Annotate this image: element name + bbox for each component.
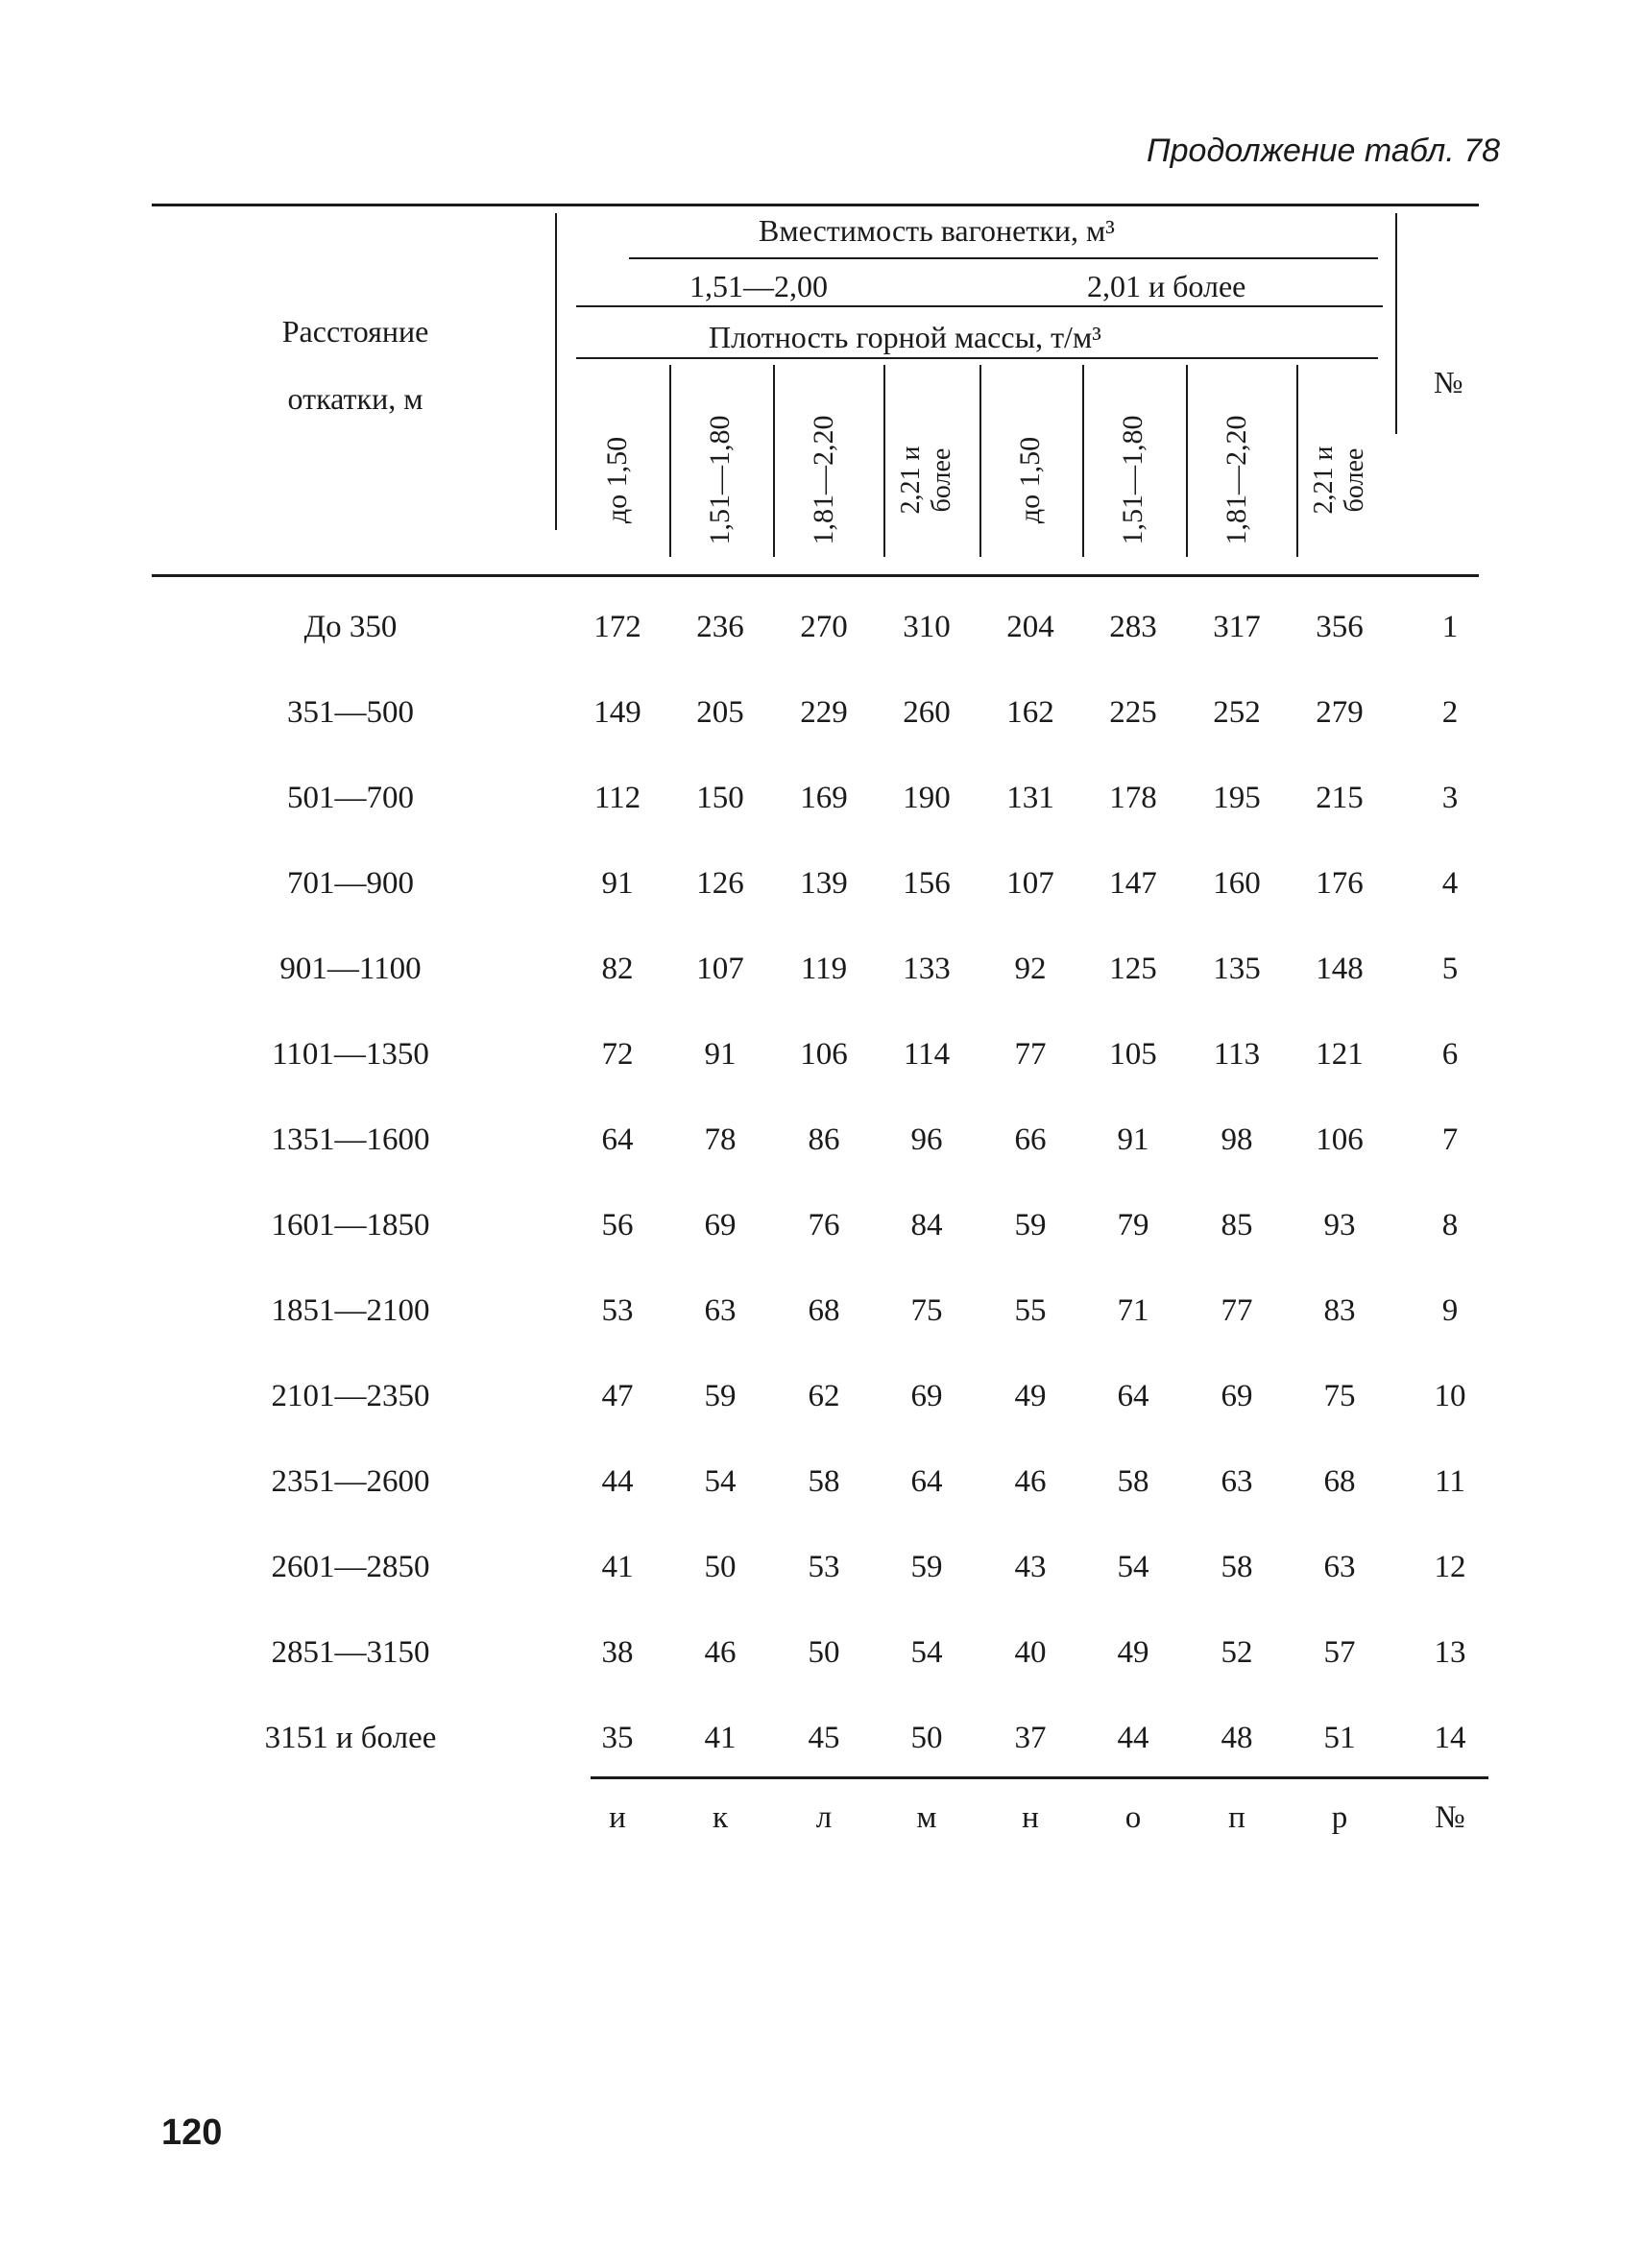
value-cell: 160 bbox=[1213, 866, 1261, 901]
column-header: 2,21 и более bbox=[896, 446, 956, 515]
column-divider bbox=[669, 365, 671, 557]
value-cell: 156 bbox=[903, 866, 951, 901]
value-cell: 92 bbox=[1014, 952, 1047, 986]
value-cell: 148 bbox=[1316, 952, 1364, 986]
value-cell: 121 bbox=[1316, 1037, 1364, 1072]
value-cell: 150 bbox=[696, 781, 744, 815]
value-cell: 64 bbox=[601, 1122, 634, 1157]
value-cell: 69 bbox=[704, 1208, 737, 1243]
distance-cell: 2351—2600 bbox=[271, 1464, 430, 1499]
value-cell: 68 bbox=[1323, 1464, 1356, 1499]
column-header: 1,81—2,20 bbox=[1221, 415, 1252, 545]
column-divider bbox=[883, 365, 885, 557]
row-number-cell: 2 bbox=[1441, 695, 1459, 730]
distance-cell: 701—900 bbox=[287, 866, 414, 901]
value-cell: 91 bbox=[704, 1037, 737, 1072]
value-cell: 107 bbox=[696, 952, 744, 986]
value-cell: 50 bbox=[704, 1550, 737, 1584]
row-number-cell: 11 bbox=[1435, 1464, 1465, 1499]
value-cell: 126 bbox=[696, 866, 744, 901]
column-header: до 1,50 bbox=[1014, 436, 1046, 524]
value-cell: 279 bbox=[1316, 695, 1364, 730]
value-cell: 270 bbox=[800, 610, 848, 644]
value-cell: 75 bbox=[1323, 1379, 1356, 1413]
table-caption: Продолжение табл. 78 bbox=[1147, 133, 1500, 169]
value-cell: 106 bbox=[800, 1037, 848, 1072]
value-cell: 55 bbox=[1014, 1293, 1047, 1328]
value-cell: 48 bbox=[1221, 1721, 1253, 1755]
density-header: Плотность горной массы, т/м³ bbox=[709, 320, 1101, 354]
value-cell: 76 bbox=[808, 1208, 840, 1243]
value-cell: 64 bbox=[910, 1464, 943, 1499]
number-header: № bbox=[1434, 365, 1463, 399]
value-cell: 46 bbox=[1014, 1464, 1047, 1499]
distance-cell: 901—1100 bbox=[279, 952, 422, 986]
value-cell: 178 bbox=[1109, 781, 1157, 815]
value-cell: 49 bbox=[1117, 1635, 1149, 1670]
value-cell: 229 bbox=[800, 695, 848, 730]
row-number-cell: 13 bbox=[1434, 1635, 1466, 1670]
value-cell: 77 bbox=[1014, 1037, 1047, 1072]
capacity-rule bbox=[629, 257, 1378, 259]
value-cell: 63 bbox=[704, 1293, 737, 1328]
page-number: 120 bbox=[161, 2112, 223, 2153]
distance-cell: 1351—1600 bbox=[271, 1122, 430, 1157]
value-cell: 46 bbox=[704, 1635, 737, 1670]
column-letter: н bbox=[1022, 1800, 1039, 1835]
distance-cell: 2601—2850 bbox=[271, 1550, 430, 1584]
value-cell: 50 bbox=[808, 1635, 840, 1670]
column-divider bbox=[1186, 365, 1188, 557]
value-cell: 54 bbox=[910, 1635, 943, 1670]
value-cell: 131 bbox=[1006, 781, 1054, 815]
value-cell: 93 bbox=[1323, 1208, 1356, 1243]
value-cell: 252 bbox=[1213, 695, 1261, 730]
value-cell: 69 bbox=[910, 1379, 943, 1413]
group1-header: 1,51—2,00 bbox=[689, 269, 828, 303]
value-cell: 63 bbox=[1221, 1464, 1253, 1499]
row-number-cell: 10 bbox=[1434, 1379, 1466, 1413]
value-cell: 225 bbox=[1109, 695, 1157, 730]
column-header: 2,21 и более bbox=[1309, 446, 1369, 515]
value-cell: 56 bbox=[601, 1208, 634, 1243]
column-divider bbox=[773, 365, 775, 557]
value-cell: 169 bbox=[800, 781, 848, 815]
column-letter: к bbox=[712, 1800, 729, 1835]
value-cell: 35 bbox=[601, 1721, 634, 1755]
value-cell: 41 bbox=[601, 1550, 634, 1584]
row-number-cell: 6 bbox=[1441, 1037, 1459, 1072]
row-number-cell: 7 bbox=[1441, 1122, 1459, 1157]
value-cell: 125 bbox=[1109, 952, 1157, 986]
value-cell: 114 bbox=[903, 1037, 951, 1072]
value-cell: 57 bbox=[1323, 1635, 1356, 1670]
value-cell: 53 bbox=[808, 1550, 840, 1584]
column-letter: р bbox=[1331, 1800, 1348, 1835]
value-cell: 41 bbox=[704, 1721, 737, 1755]
value-cell: 139 bbox=[800, 866, 848, 901]
distance-cell: 2101—2350 bbox=[271, 1379, 430, 1413]
value-cell: 63 bbox=[1323, 1550, 1356, 1584]
value-cell: 107 bbox=[1006, 866, 1054, 901]
header-bottom-rule bbox=[152, 574, 1479, 577]
column-header: до 1,50 bbox=[601, 436, 633, 524]
value-cell: 71 bbox=[1117, 1293, 1149, 1328]
value-cell: 54 bbox=[1117, 1550, 1149, 1584]
value-cell: 59 bbox=[704, 1379, 737, 1413]
value-cell: 75 bbox=[910, 1293, 943, 1328]
value-cell: 58 bbox=[1221, 1550, 1253, 1584]
value-cell: 91 bbox=[601, 866, 634, 901]
value-cell: 78 bbox=[704, 1122, 737, 1157]
value-cell: 64 bbox=[1117, 1379, 1149, 1413]
column-divider bbox=[1082, 365, 1084, 557]
value-cell: 317 bbox=[1213, 610, 1261, 644]
value-cell: 72 bbox=[601, 1037, 634, 1072]
value-cell: 112 bbox=[593, 781, 641, 815]
column-header: 1,51—1,80 bbox=[1117, 415, 1148, 545]
value-cell: 49 bbox=[1014, 1379, 1047, 1413]
column-header: 1,51—1,80 bbox=[704, 415, 736, 545]
value-cell: 91 bbox=[1117, 1122, 1149, 1157]
distance-cell: 501—700 bbox=[287, 781, 414, 815]
value-cell: 96 bbox=[910, 1122, 943, 1157]
value-cell: 283 bbox=[1109, 610, 1157, 644]
row-number-cell: 5 bbox=[1441, 952, 1459, 986]
column-letter: п bbox=[1228, 1800, 1245, 1835]
value-cell: 133 bbox=[903, 952, 951, 986]
value-cell: 84 bbox=[910, 1208, 943, 1243]
column-header: 1,81—2,20 bbox=[808, 415, 839, 545]
value-cell: 37 bbox=[1014, 1721, 1047, 1755]
row-number-cell: 1 bbox=[1441, 610, 1459, 644]
value-cell: 51 bbox=[1323, 1721, 1356, 1755]
column-divider bbox=[1296, 365, 1298, 557]
value-cell: 69 bbox=[1221, 1379, 1253, 1413]
number-divider bbox=[1395, 213, 1397, 434]
row-number-cell: 3 bbox=[1441, 781, 1459, 815]
column-letter: и bbox=[609, 1800, 626, 1835]
value-cell: 79 bbox=[1117, 1208, 1149, 1243]
value-cell: 356 bbox=[1316, 610, 1364, 644]
value-cell: 236 bbox=[696, 610, 744, 644]
value-cell: 40 bbox=[1014, 1635, 1047, 1670]
stub-header-line1: Расстояние bbox=[281, 314, 429, 349]
value-cell: 190 bbox=[903, 781, 951, 815]
value-cell: 86 bbox=[808, 1122, 840, 1157]
distance-cell: 1851—2100 bbox=[271, 1293, 430, 1328]
value-cell: 98 bbox=[1221, 1122, 1253, 1157]
value-cell: 260 bbox=[903, 695, 951, 730]
density-rule bbox=[576, 357, 1378, 359]
value-cell: 66 bbox=[1014, 1122, 1047, 1157]
value-cell: 54 bbox=[704, 1464, 737, 1499]
value-cell: 83 bbox=[1323, 1293, 1356, 1328]
stub-header bbox=[154, 298, 557, 432]
value-cell: 50 bbox=[910, 1721, 943, 1755]
value-cell: 204 bbox=[1006, 610, 1054, 644]
value-cell: 310 bbox=[903, 610, 951, 644]
row-number-cell: 14 bbox=[1434, 1721, 1466, 1755]
distance-cell: 3151 и более bbox=[264, 1721, 437, 1755]
value-cell: 105 bbox=[1109, 1037, 1157, 1072]
row-number-cell: 8 bbox=[1441, 1208, 1459, 1243]
distance-cell: 1601—1850 bbox=[271, 1208, 430, 1243]
value-cell: 135 bbox=[1213, 952, 1261, 986]
capacity-header: Вместимость вагонетки, м³ bbox=[759, 213, 1115, 248]
value-cell: 44 bbox=[1117, 1721, 1149, 1755]
value-cell: 176 bbox=[1316, 866, 1364, 901]
group2-header: 2,01 и более bbox=[1087, 269, 1246, 303]
value-cell: 85 bbox=[1221, 1208, 1253, 1243]
stub-header-line2: откатки, м bbox=[287, 381, 423, 416]
distance-cell: До 350 bbox=[303, 610, 398, 644]
value-cell: 205 bbox=[696, 695, 744, 730]
value-cell: 52 bbox=[1221, 1635, 1253, 1670]
value-cell: 58 bbox=[1117, 1464, 1149, 1499]
value-cell: 119 bbox=[800, 952, 848, 986]
value-cell: 47 bbox=[601, 1379, 634, 1413]
value-cell: 58 bbox=[808, 1464, 840, 1499]
value-cell: 59 bbox=[910, 1550, 943, 1584]
value-cell: 82 bbox=[601, 952, 634, 986]
value-cell: 59 bbox=[1014, 1208, 1047, 1243]
distance-cell: 2851—3150 bbox=[271, 1635, 430, 1670]
table-bottom-rule bbox=[591, 1776, 1488, 1779]
value-cell: 215 bbox=[1316, 781, 1364, 815]
row-number-cell: 12 bbox=[1434, 1550, 1466, 1584]
footer-number-sign: № bbox=[1435, 1800, 1465, 1835]
value-cell: 77 bbox=[1221, 1293, 1253, 1328]
value-cell: 106 bbox=[1316, 1122, 1364, 1157]
row-number-cell: 4 bbox=[1441, 866, 1459, 901]
value-cell: 113 bbox=[1213, 1037, 1261, 1072]
value-cell: 172 bbox=[593, 610, 641, 644]
distance-cell: 1101—1350 bbox=[272, 1037, 429, 1072]
value-cell: 44 bbox=[601, 1464, 634, 1499]
value-cell: 53 bbox=[601, 1293, 634, 1328]
column-letter: м bbox=[916, 1800, 937, 1835]
value-cell: 147 bbox=[1109, 866, 1157, 901]
value-cell: 43 bbox=[1014, 1550, 1047, 1584]
value-cell: 62 bbox=[808, 1379, 840, 1413]
value-cell: 38 bbox=[601, 1635, 634, 1670]
column-letter: о bbox=[1124, 1800, 1142, 1835]
value-cell: 45 bbox=[808, 1721, 840, 1755]
row-number-cell: 9 bbox=[1441, 1293, 1459, 1328]
value-cell: 68 bbox=[808, 1293, 840, 1328]
column-divider bbox=[979, 365, 981, 557]
top-rule bbox=[152, 204, 1479, 206]
value-cell: 195 bbox=[1213, 781, 1261, 815]
value-cell: 149 bbox=[593, 695, 641, 730]
group-rule bbox=[576, 305, 1383, 307]
value-cell: 162 bbox=[1006, 695, 1054, 730]
distance-cell: 351—500 bbox=[287, 695, 414, 730]
column-letter: л bbox=[815, 1800, 833, 1835]
